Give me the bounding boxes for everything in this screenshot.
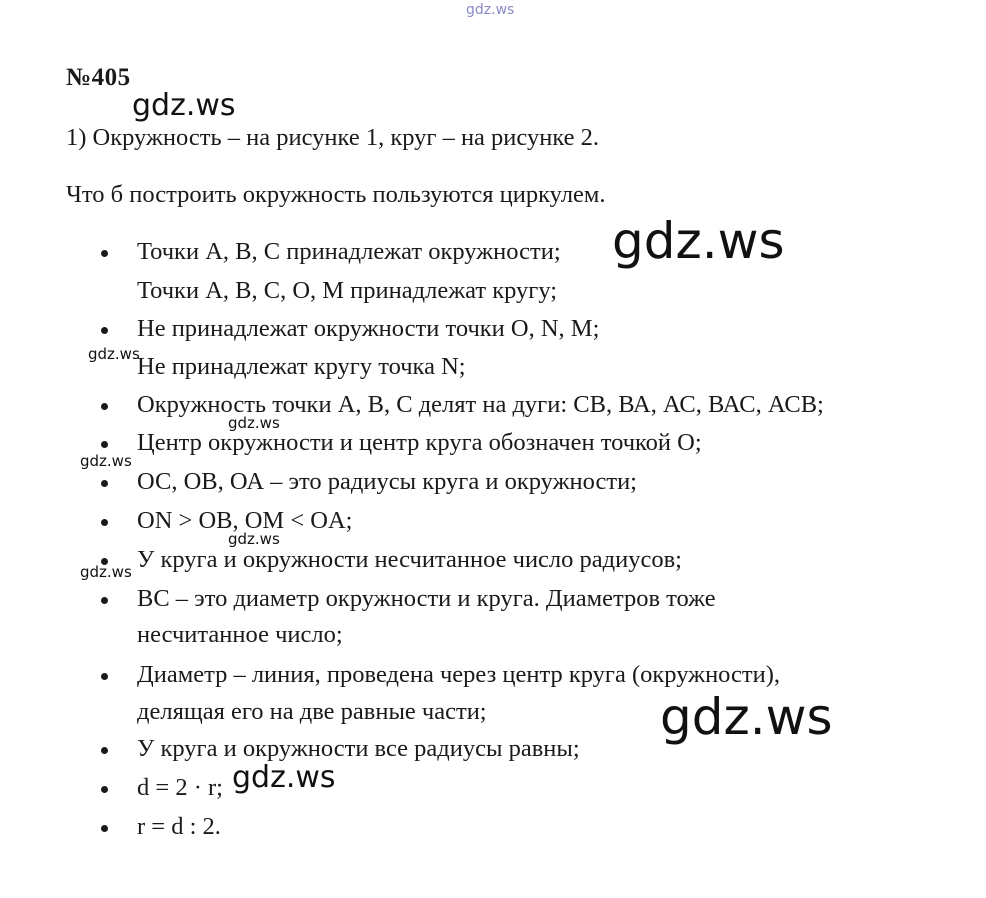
intro-line: 1) Окружность – на рисунке 1, круг – на рисунке 2.	[66, 124, 599, 151]
bullet-line: Диаметр – линия, проведена через центр круга (окружности),	[137, 661, 781, 688]
bullet-line: Не принадлежат кругу точка N;	[137, 353, 466, 380]
bullet-line: Центр окружности и центр круга обозначен точкой О;	[137, 429, 702, 456]
watermark: gdz.ws	[228, 530, 280, 548]
bullet-dot	[101, 250, 108, 257]
bullet-dot	[101, 403, 108, 410]
bullet-line: Точки А, В, С, О, М принадлежат кругу;	[137, 277, 558, 304]
bullet-dot	[101, 480, 108, 487]
bullet-dot	[101, 825, 108, 832]
watermark: gdz.ws	[232, 760, 336, 795]
top-watermark: gdz.ws	[466, 2, 515, 18]
watermark: gdz.ws	[612, 212, 785, 270]
bullet-line: ВС – это диаметр окружности и круга. Диаметров тоже	[137, 585, 716, 612]
bullet-dot	[101, 597, 108, 604]
bullet-line: r = d : 2.	[137, 813, 221, 840]
bullet-line: У круга и окружности несчитанное число радиусов;	[137, 546, 682, 573]
bullet-dot	[101, 786, 108, 793]
bullet-line: Окружность точки А, В, С делят на дуги: СВ, ВА, АС, ВАС, АСВ;	[137, 391, 824, 418]
problem-number: №405	[66, 64, 131, 91]
bullet-line: ОС, ОВ, ОА – это радиусы круга и окружности;	[137, 468, 637, 495]
bullet-line: У круга и окружности все радиусы равны;	[137, 735, 580, 762]
bullet-line: Точки А, В, С принадлежат окружности;	[137, 238, 561, 265]
compass-line: Что б построить окружность пользуются циркулем.	[66, 181, 606, 208]
bullet-dot	[101, 327, 108, 334]
bullet-line: делящая его на две равные части;	[137, 698, 487, 725]
bullet-line: d = 2 · r;	[137, 774, 223, 801]
watermark: gdz.ws	[80, 563, 132, 581]
bullet-dot	[101, 441, 108, 448]
bullet-dot	[101, 747, 108, 754]
watermark: gdz.ws	[80, 452, 132, 470]
bullet-dot	[101, 673, 108, 680]
watermark: gdz.ws	[228, 414, 280, 432]
bullet-dot	[101, 519, 108, 526]
bullet-line: несчитанное число;	[137, 621, 343, 648]
watermark: gdz.ws	[660, 688, 833, 746]
watermark: gdz.ws	[88, 345, 140, 363]
watermark: gdz.ws	[132, 88, 236, 123]
bullet-line: Не принадлежат окружности точки О, N, M;	[137, 315, 600, 342]
bullet-line: ON > OB, OM < OA;	[137, 507, 353, 534]
